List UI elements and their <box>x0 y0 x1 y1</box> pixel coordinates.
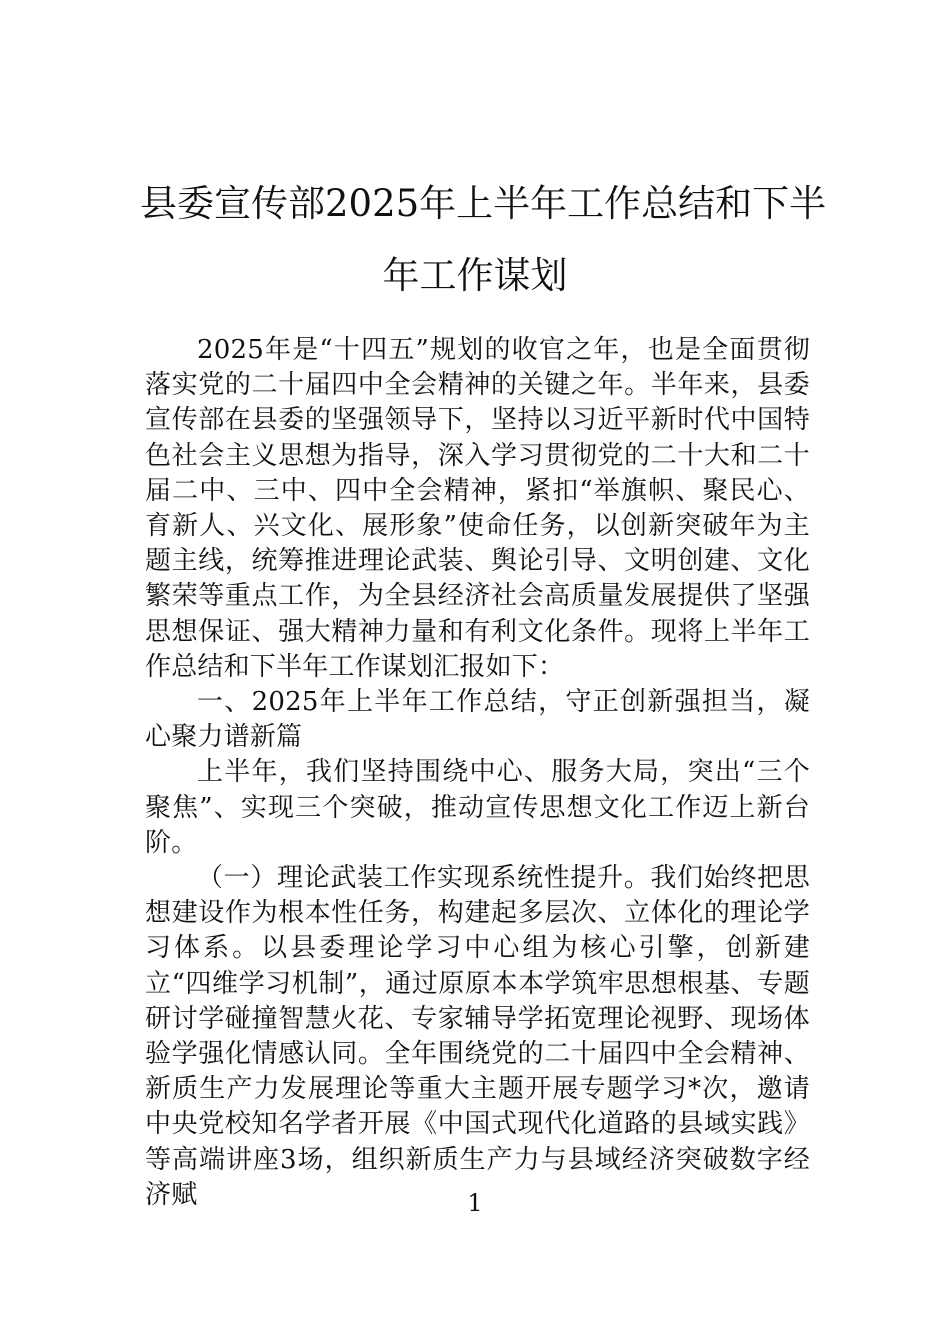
title-line-1: 县委宣传部2025年上半年工作总结和下半 <box>140 182 827 225</box>
document-title <box>140 168 827 312</box>
subsection-theory-paragraph: （一）理论武装工作实现系统性提升。我们始终把思想建设作为根本性任务，构建起多层次、立体化的理论学习体系。以县委理论学习中心组为核心引擎，创新建立“四维学习机制”，通过原原本本学筑牢思想根基、专题研讨学碰撞智慧火花、专家辅导学拓宽理论视野、现场体验学强化情感认同。全年围绕党的二十届四中全会精神、新质生产力发展理论等重大主题开展专题学习*次，邀请中央党校知名学者开展《中国式现代化道路的县域实践》等高端讲座3场，组织新质生产力与县域经济突破数字经济赋 <box>145 863 810 1210</box>
intro-paragraph: 2025年是“十四五”规划的收官之年，也是全面贯彻落实党的二十届四中全会精神的关键之年。半年来，县委宣传部在县委的坚强领导下，坚持以习近平新时代中国特色社会主义思想为指导，深入学习贯彻党的二十大和二十届二中、三中、四中全会精神，紧扣“举旗帜、聚民心、育新人、兴文化、展形象”使命任务，以创新突破年为主题主线，统筹推进理论武装、舆论引导、文明创建、文化繁荣等重点工作，为全县经济社会高质量发展提供了坚强思想保证、强大精神力量和有利文化条件。现将上半年工作总结和下半年工作谋划汇报如下： <box>145 335 810 682</box>
document-body <box>145 333 810 1213</box>
section-heading-1: 一、2025年上半年工作总结，守正创新强担当，凝心聚力谱新篇 <box>145 687 810 753</box>
page-number: 1 <box>467 1189 483 1217</box>
summary-paragraph: 上半年，我们坚持围绕中心、服务大局，突出“三个聚焦”、实现三个突破，推动宣传思想文化工作迈上新台阶。 <box>145 757 810 858</box>
title-line-2: 年工作谋划 <box>382 254 568 297</box>
